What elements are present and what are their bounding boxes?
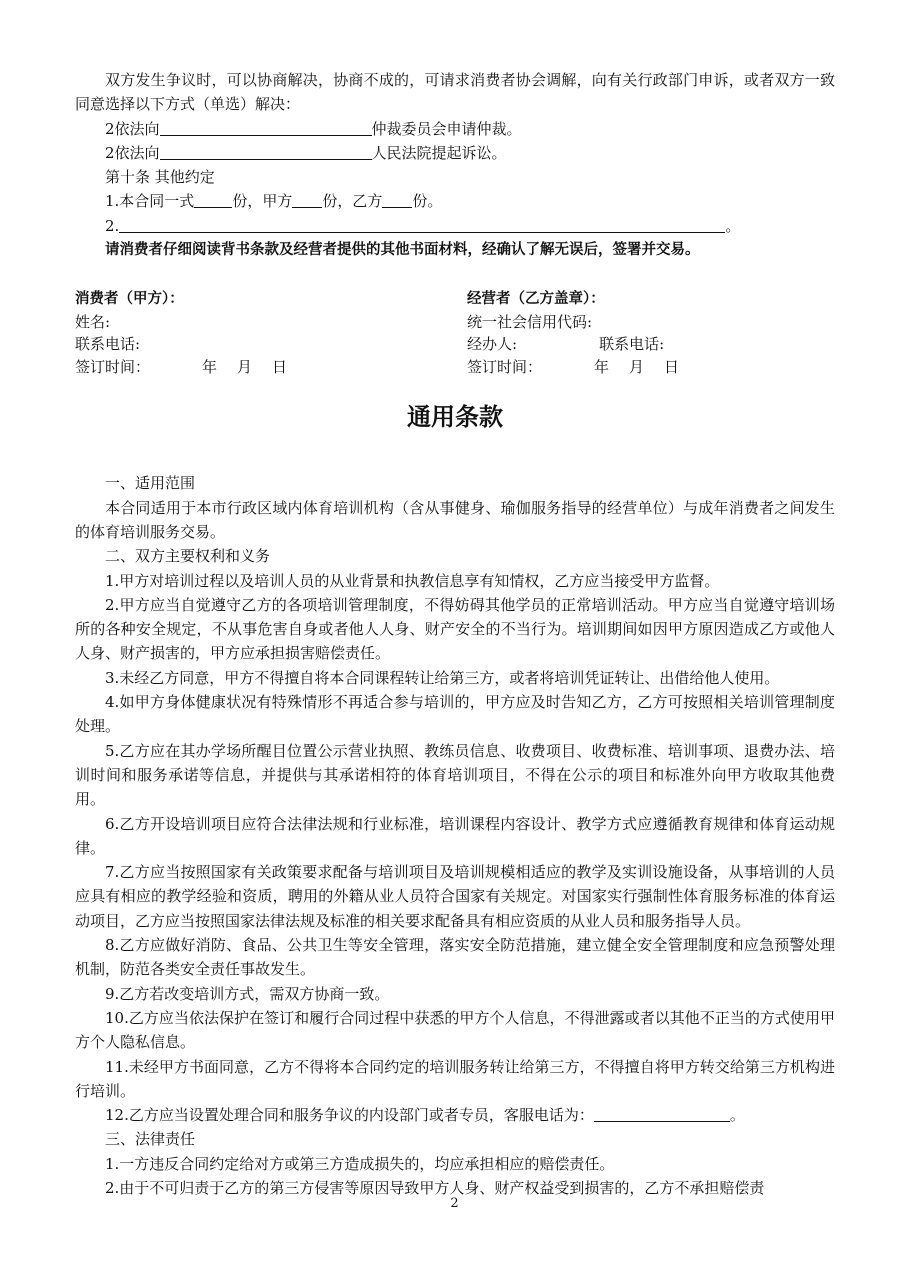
party-b-copies-blank[interactable] (382, 192, 412, 208)
option-suffix: 人民法院提起诉讼。 (371, 143, 507, 162)
sign-time-label: 签订时间： (75, 357, 151, 376)
copies-text: 份，乙方 (322, 192, 383, 211)
copies-text: 份。 (412, 192, 443, 211)
day-label: 日 (664, 357, 680, 376)
section2-item: 2.甲方应当自觉遵守乙方的各项培训管理制度，不得妨碍其他学员的正常培训活动。甲方应当自觉遵守培训场所的各种安全规定，不从事危害自身或者他人人身、财产安全的不当行为。培训期间如因甲方原因造成乙方或他人人身、财产损害的，甲方应承担损害赔偿责任。 (75, 595, 835, 663)
section2-item: 8.乙方应做好消防、食品、公共卫生等安全管理，落实安全防范措施，建立健全安全管理制度和应急预警处理机制，防范各类安全责任事故发生。 (75, 936, 835, 979)
section2-item: 3.未经乙方同意，甲方不得擅自将本合同课程转让给第三方，或者将培训凭证转让、出借给他人使用。 (105, 668, 780, 687)
option-prefix: 2依法向 (105, 143, 160, 162)
consumer-notice: 请消费者仔细阅读背书条款及经营者提供的其他书面材料，经确认了解无误后，签署并交易。 (105, 242, 700, 259)
consumer-heading: 消费者（甲方）： (75, 291, 184, 308)
consumer-phone-label: 联系电话: (75, 335, 141, 354)
other-agreement-blank[interactable] (119, 217, 725, 233)
operator-signature (467, 288, 679, 378)
section2-item: 7.乙方应当按照国家有关政策要求配备与培训项目及培训规模相适应的教学及实训设施设备，从事培训的人员应具有相应的教学经验和资质，聘用的外籍从业人员符合国家有关规定。对国家实行强制性体育服务标准的体育运动项目，乙方应当按照国家法律法规及标准的相关要求配备具有相应资质的从业人员和服务指导人员。 (75, 863, 835, 930)
court-blank[interactable] (160, 144, 372, 160)
handler-label: 经办人: (467, 335, 518, 354)
copies-text: 份，甲方 (232, 192, 293, 211)
section2-item: 6.乙方开设培训项目应符合法律法规和行业标准，培训课程内容设计、教学方式应遵循教育规律和体育运动规律。 (75, 814, 835, 857)
dispute-intro: 双方发生争议时，可以协商解决，协商不成的，可请求消费者协会调解，向有关行政部门申诉，或者双方一致同意选择以下方式（单选）解决： (75, 71, 835, 114)
item-number: 2. (105, 216, 120, 235)
option-suffix: 仲裁委员会申请仲裁。 (371, 119, 522, 138)
month-label: 月 (237, 357, 253, 376)
section2-item: 1.甲方对培训过程以及培训人员的从业背景和执教信息享有知情权，乙方应当接受甲方监督。 (105, 571, 720, 590)
item-end: 。 (725, 216, 741, 235)
arbitration-blank[interactable] (160, 120, 372, 136)
party-a-copies-blank[interactable] (292, 192, 322, 208)
consumer-signature (75, 288, 287, 378)
consumer-sign-time (75, 356, 287, 379)
operator-sign-time (467, 356, 679, 379)
section2-item: 5.乙方应在其办学场所醒目位置公示营业执照、教练员信息、收费项目、收费标准、培训事项、退费办法、培训时间和服务承诺等信息，并提供与其承诺相符的体育培训项目，不得在公示的项目和标准外向甲方收取其他费用。 (75, 741, 835, 809)
section2-item: 4.如甲方身体健康状况有特殊情形不再适合参与培训的，甲方应及时告知乙方，乙方可按照相关培训管理制度处理。 (75, 693, 835, 736)
section3-title: 三、法律责任 (105, 1130, 196, 1149)
page-number: 2 (450, 1196, 459, 1211)
section2-item: 11.未经甲方书面同意，乙方不得将本合同约定的培训服务转让给第三方，不得擅自将甲方转交给第三方机构进行培训。 (75, 1057, 835, 1100)
day-label: 日 (272, 357, 288, 376)
section1-text: 本合同适用于本市行政区域内体育培训机构（含从事健身、瑜伽服务指导的经营单位）与成年消费者之间发生的体育培训服务交易。 (75, 498, 835, 541)
dispute-option-court (75, 141, 835, 165)
section1-title: 一、适用范围 (105, 474, 196, 493)
sign-time-label: 签订时间： (467, 357, 543, 376)
section3-item: 1.一方违反合同约定给对方或第三方造成损失的，均应承担相应的赔偿责任。 (105, 1154, 615, 1173)
operator-credit-code-label: 统一社会信用代码: (467, 312, 593, 331)
signature-block (75, 288, 835, 383)
copies-text: 1.本合同一式 (105, 192, 195, 211)
year-label: 年 (594, 357, 610, 376)
section2-item: 10.乙方应当依法保护在签订和履行合同过程中获悉的甲方个人信息，不得泄露或者以其他不正当的方式使用甲方个人隐私信息。 (75, 1008, 835, 1052)
year-label: 年 (202, 357, 218, 376)
section3-item: 2.由于不可归责于乙方的第三方侵害等原因导致甲方人身、财产权益受到损害的，乙方不承担赔偿责 (105, 1178, 765, 1197)
customer-service-phone-blank[interactable] (594, 1106, 730, 1122)
section2-title: 二、双方主要权利和义务 (105, 547, 271, 566)
section2-item: 9.乙方若改变培训方式，需双方协商一致。 (105, 984, 390, 1003)
contract-page (75, 68, 835, 1200)
article10-title: 第十条 其他约定 (105, 168, 215, 187)
total-copies-blank[interactable] (194, 192, 232, 208)
operator-heading: 经营者（乙方盖章）： (467, 291, 605, 308)
operator-contact-line (467, 333, 679, 356)
operator-phone-label: 联系电话: (599, 335, 665, 354)
dispute-option-arbitration (75, 117, 835, 141)
article10-item1 (75, 189, 835, 213)
general-terms-title: 通用条款 (407, 403, 503, 432)
section2-item-12 (75, 1103, 835, 1127)
option-prefix: 2依法向 (105, 119, 160, 138)
month-label: 月 (629, 357, 645, 376)
item12-end: 。 (729, 1106, 745, 1125)
item12-text: 12.乙方应当设置处理合同和服务争议的内设部门或者专员，客服电话为： (105, 1106, 594, 1125)
article10-item2 (75, 214, 835, 238)
consumer-name-label: 姓名: (75, 312, 111, 331)
